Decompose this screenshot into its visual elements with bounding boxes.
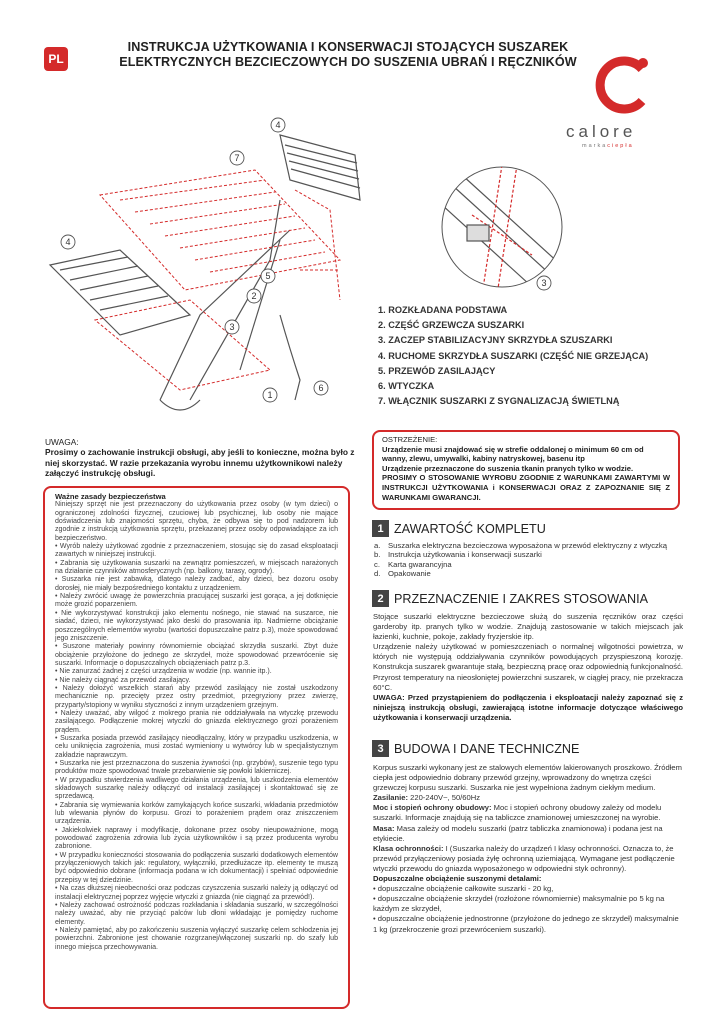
section-number: 2 — [372, 590, 389, 607]
legend-item: 5. PRZEWÓD ZASILAJĄCY — [378, 365, 496, 376]
safety-paragraph: • Należy dołożyć wszelkich starań aby przewód zasilający nie został uszkodzony mechanicznie np. przecięty przez ostry przedmiot, przegryziony przez zwierzę, przyparty/stopiony w wyniku styczności z innym urządzeniem grzejnym. — [55, 684, 338, 709]
safety-paragraph: • Należy zwrócić uwagę że powierzchnia pracującej suszarki jest gorąca, a jej dotknięcie może grozić poparzeniem. — [55, 593, 338, 609]
spec-value: Masa zależy od modelu suszarki (patrz tabliczka znamionowa) i podana jest na etykiecie. — [373, 823, 663, 843]
list-item: c. Karta gwarancyjna — [374, 559, 452, 569]
list-item: d. Opakowanie — [374, 568, 431, 578]
section-title: PRZEZNACZENIE I ZAKRES STOSOWANIA — [394, 591, 649, 606]
paragraph: Stojące suszarki elektryczne bezcieczowe służą do suszenia ręczników oraz części garderoby itp. pranych tylko w wodzie. Znajdują zastosowanie w takich miejscach jak łazienki, kuchnie, pokoje, zakłady fryzjerskie itp. — [373, 612, 683, 642]
paragraph: Urządzenie należy użytkować w pomieszczeniach o normalnej wilgotności powietrza, w których nie występują oddziaływania czynników powodujących przyspieszoną korozję. Konstrukcja suszarek gwarantuje stałą, bezpieczną pracę oraz odpowiednią funkcjonalność. Przyrost temperatury na nieosłoniętej powierzchni suszarek, w ciągłej pracy, nie przekracza 60°C. — [373, 642, 683, 692]
section-title: ZAWARTOŚĆ KOMPLETU — [394, 521, 546, 536]
diagram-label: 7 — [234, 153, 240, 163]
spec-load-label: Dopuszczalne obciążenie suszonymi detalami: — [373, 874, 542, 884]
legend-item: 6. WTYCZKA — [378, 381, 435, 392]
tagline-prefix: marka — [582, 143, 608, 149]
spec-label: Klasa ochronności: — [373, 843, 444, 853]
legend-item: 1. ROZKŁADANA PODSTAWA — [378, 305, 508, 315]
warning-text-2: Urządzenie przeznaczone do suszenia tkanin pranych tylko w wodzie. — [382, 463, 634, 473]
spec-value: I (Suszarka należy do urządzeń I klasy ochronności. Oznacza to, że przewód przyłączeniowy posiada żyłę ochronną uziemiającą. Wymagane jest podłączenie wtyczki przewodu do gniazda wyposażonego w odpowiedni styk ochronny). — [373, 843, 675, 873]
spec-label: Moc i stopień ochrony obudowy: — [373, 803, 492, 813]
title-line-2: ELEKTRYCZNYCH BEZCIECZOWYCH DO SUSZENIA UBRAŃ I RĘCZNIKÓW — [119, 55, 577, 69]
safety-paragraph: • Należy uważać, aby wilgoć z mokrego prania nie oddziaływała na wtyczkę przewodu zasilającego. Podłączenie mokrej wtyczki do gniazda elektrycznego grozi porażeniem prądem. — [55, 709, 338, 734]
language-badge: PL — [44, 47, 68, 71]
brand-tagline — [582, 143, 634, 149]
spec-value: 220-240V~, 50/60Hz — [408, 793, 481, 803]
note-block — [45, 437, 362, 478]
spec-value: Moc i stopień ochrony obudowy zależy od modelu suszarki. Informacje znajdują się na tabliczce znamionowej umieszczonej na wyrobie. — [373, 803, 662, 823]
spec-label: Masa: — [373, 823, 395, 833]
spec-load: • dopuszczalne obciążenie jednostronne (przyłożone do jednego ze skrzydeł) maksymalnie 1 kg (przekroczenie grozi przewróceniem suszarki). — [373, 914, 679, 934]
safety-paragraph: • Nie wykorzystywać konstrukcji jako elementu nośnego, nie stawać na suszarce, nie siadać, dzieci, nie wykorzystywać jako deski do prasowania itp. Nadmierne obciążanie poszczególnych elementów wyrobu (wartości dopuszczalne patrz p.3), może spowodować jego zniszczenie. — [55, 609, 338, 642]
diagram-label: 1 — [267, 390, 273, 400]
stabilizer-detail-diagram — [422, 165, 582, 295]
warning-text: Urządzenie musi znajdować się w strefie oddalonej o minimum 60 cm od wanny, zlewu, umywalki, kabiny natryskowej, basenu itp — [382, 444, 644, 464]
diagram-label: 2 — [251, 291, 257, 301]
safety-paragraph: • Nie należy ciągnąć za przewód zasilający. — [55, 676, 191, 684]
safety-rules-box — [43, 486, 350, 1009]
safety-paragraph: Niniejszy sprzęt nie jest przeznaczony do użytkowania przez osoby (w tym dzieci) o ograniczonej zdolności fizycznej, czuciowej lub psychicznej, lub osoby nie mające doświadczenia lub znajomości sprzętu, chyba, że odbywa się to pod nadzorem lub zgodnie z instrukcją użytkowania sprzętu, przekazanej przez osoby odpowiadające za ich bezpieczeństwo. — [55, 501, 338, 542]
calore-logo-icon — [590, 55, 660, 115]
safety-paragraph: • Jakiekolwiek naprawy i modyfikacje, dokonane przez osoby nieupoważnione, mogą powodować zagrożenia zdrowia lub życia użytkowników i są przez producenta wyrobu zabronione. — [55, 826, 338, 851]
parts-legend — [378, 303, 648, 409]
legend-item: 4. RUCHOME SKRZYDŁA SUSZARKI (CZĘŚĆ NIE GRZEJĄCA) — [378, 350, 649, 361]
section-3-header — [372, 740, 579, 757]
safety-paragraph: • Należy pamiętać, aby po zakończeniu suszenia wyłączyć suszarkę celem schłodzenia jej powierzchni. Zabronione jest chowanie rozgrzanej/włączonej suszarki np. do szafy lub innego miejsca przechowywania. — [55, 926, 338, 951]
section-title: BUDOWA I DANE TECHNICZNE — [394, 741, 580, 756]
warning-label: OSTRZEŻENIE: — [382, 435, 438, 444]
brand-name: calore — [566, 122, 637, 141]
document-title — [98, 40, 598, 70]
list-item: a. Suszarka elektryczna bezcieczowa wyposażona w przewód elektryczny z wtyczką — [374, 541, 667, 550]
diagram-label: 6 — [318, 383, 324, 393]
diagram-label: 3 — [541, 278, 547, 288]
title-line-1: INSTRUKCJA UŻYTKOWANIA I KONSERWACJI STOJĄCYCH SUSZAREK — [127, 40, 569, 54]
spec-class — [373, 844, 683, 874]
spec-load: • dopuszczalne obciążenie skrzydeł (rozłożone równomiernie) maksymalnie po 5 kg na każdym ze skrzydeł, — [373, 894, 665, 914]
spec-load: • dopuszczalne obciążenie całkowite suszarki - 20 kg, — [373, 884, 554, 894]
diagram-label: 4 — [65, 237, 71, 247]
safety-paragraph: • Suszone materiały powinny równomiernie obciążać skrzydła suszarki. Zbyt duże obciążenie przyłożone do jednego ze skrzydeł, może spowodować przewrócenie się suszarki. Informacje o dopuszczalnych obciążeniach patrz p.3. — [55, 643, 338, 667]
note-label: UWAGA: — [45, 437, 79, 447]
section-number: 1 — [372, 520, 389, 537]
safety-paragraph: • Suszarka nie jest zabawką, dlatego należy zadbać, aby dzieci, bez dozoru osoby dorosłej, nie miały bezpośredniego kontaktu z urządzeniem. — [55, 576, 338, 592]
safety-paragraph: • Suszarka posiada przewód zasilający nieodłączalny, który w przypadku uszkodzenia, w celu uniknięcia zagrożenia, musi zostać wymieniony u wytwórcy lub w specjalistycznym zakładzie naprawczym. — [55, 734, 338, 759]
diagram-label: 5 — [265, 271, 271, 281]
safety-heading: Ważne zasady bezpieczeństwa — [55, 492, 166, 501]
section-2-body — [373, 612, 683, 723]
safety-paragraph: • Zabrania się wymiewania korków zamykających końce suszarki, wkładania przedmiotów lub wlewania płynów do korpusu. Grozi to porażeniem prądem oraz zniszczeniem urządzenia. — [55, 801, 338, 826]
section-3-body — [373, 763, 683, 935]
safety-paragraph: • Na czas dłuższej nieobecności oraz podczas czyszczenia suszarki należy ją odłączyć od instalacji elektrycznej poprzez wyjęcie wtyczki z gniazda (nie ciągnąć za przewód!). — [55, 885, 338, 901]
section-1-header — [372, 520, 546, 537]
spec-label: Zasilanie: — [373, 793, 409, 803]
safety-paragraph: • W przypadku stwierdzenia wadliwego działania urządzenia, lub uszkodzenia elementów składowych suszarkę należy odłączyć od instalacji zasilającej i skontaktować się ze sprzedawcą. — [55, 776, 338, 801]
note-text: Prosimy o zachowanie instrukcji obsługi, aby jeśli to konieczne, można było z niej skorzystać. W razie przekazania wyrobu innemu użytkownikowi należy załączyć instrukcję obsługi. — [45, 447, 355, 478]
safety-paragraph: • Zabrania się użytkowania suszarki na zewnątrz pomieszczeń, w miejscach narażonych na działanie czynników atmosferycznych (np. balkony, tarasy, ogrody). — [55, 559, 338, 576]
diagram-label: 4 — [275, 120, 281, 130]
section-number: 3 — [372, 740, 389, 757]
legend-item: 7. WŁĄCZNIK SUSZARKI Z SYGNALIZACJĄ ŚWIETLNĄ — [378, 396, 620, 407]
spec-power — [373, 793, 683, 803]
safety-paragraph: • Nie zanurzać żadnej z części urządzenia w wodzie (np. wannie itp.). — [55, 668, 272, 676]
warning-box — [372, 430, 680, 510]
paragraph: UWAGA: Przed przystąpieniem do podłączenia i eksploatacji należy zapoznać się z niniejszą instrukcją obsługi, zawierającą istotne informacje dotyczące właściwego użytkowania i konserwacji urządzenia. — [373, 692, 683, 722]
warning-text-3: PROSIMY O STOSOWANIE WYROBU ZGODNIE Z WARUNKAMI ZAWARTYMI W INSTRUKCJI UŻYTKOWANIA i KONSERWACJI ORAZ Z ZAPOZNANIE SIĘ Z WARUNKAMI GWARANCJI. — [382, 473, 670, 502]
legend-item: 3. ZACZEP STABILIZACYJNY SKRZYDŁA SZUSZARKI — [378, 335, 613, 346]
spec-mass — [373, 824, 683, 844]
paragraph: Korpus suszarki wykonany jest ze stalowych elementów lakierowanych proszkowo. Źródłem ciepła jest odpowiednio dobrany przewód grzejny, wprowadzony do wnętrza części grzewczej korpusu suszarki. Suszarka nie jest wypełniona żadnym ciekłym medium. — [373, 763, 682, 793]
safety-paragraph: • W przypadku konieczności stosowania do podłączenia suszarki dodatkowych elementów przyłączeniowych takich jak: regulatory, wyłączniki, przedłużacze itp. elementy te muszą być odpowiednio dobrane (informacja podana w ich dokumentacji) i spełniać odpowiednie przepisy w tej dziedzinie. — [55, 851, 338, 884]
legend-item: 2. CZĘŚĆ GRZEWCZA SUSZARKI — [378, 320, 525, 331]
diagram-label: 3 — [229, 322, 235, 332]
tagline-accent: ciepła — [607, 143, 634, 149]
drying-rack-diagram — [40, 100, 370, 420]
safety-paragraph: • Należy zachować ostrożność podczas rozkładania i składania suszarki, w szczególności należy uważać, aby nie przyciąć palców lub dłoni wkładając je pomiędzy ruchome elementy. — [55, 901, 338, 926]
list-item: b. Instrukcja użytkowania i konserwacji suszarki — [374, 550, 542, 560]
safety-paragraph: • Suszarka nie jest przeznaczona do suszenia żywności (np. grzybów), suszenie tego typu produktów może spowodować trwałe przebarwienie się powłoki lakierniczej. — [55, 760, 338, 776]
safety-paragraph: • Wyrób należy użytkować zgodnie z przeznaczeniem, stosując się do zasad eksploatacji zawartych w niniejszej instrukcji. — [55, 543, 338, 559]
kit-contents-list — [374, 541, 667, 578]
section-2-header — [372, 590, 648, 607]
spec-protection — [373, 803, 683, 823]
